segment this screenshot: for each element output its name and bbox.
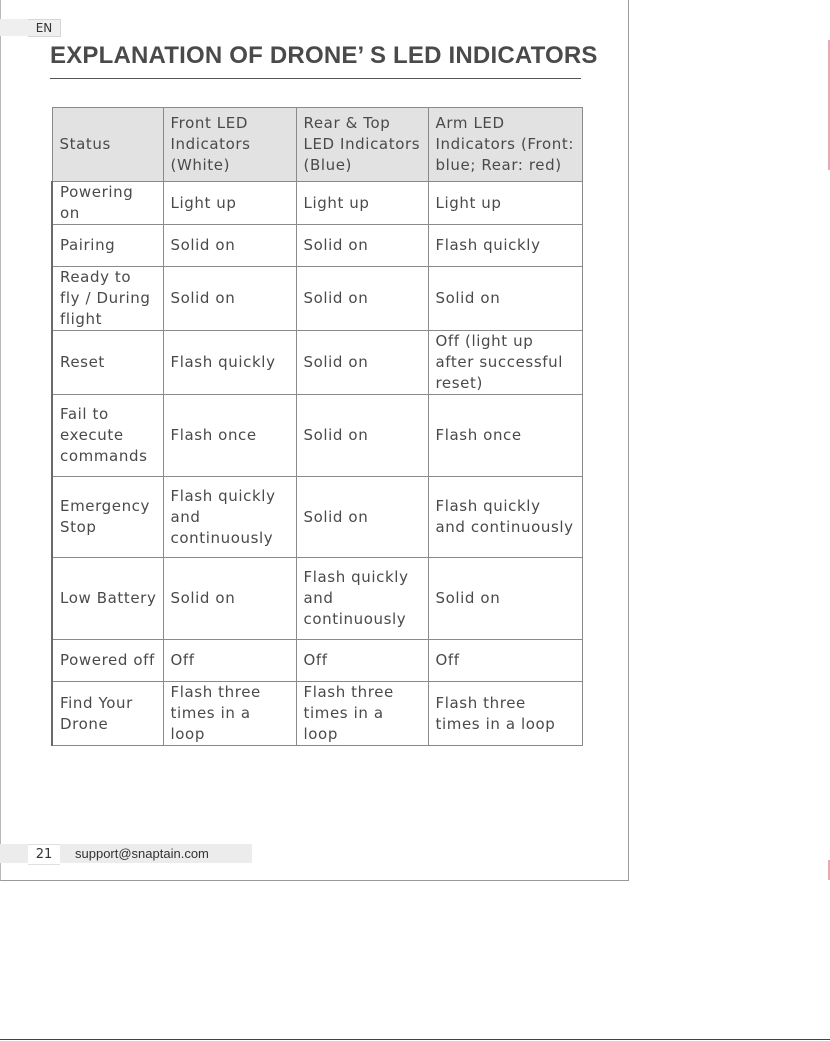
header-rear-top-led: Rear & Top LED Indicators (Blue) [296,108,428,182]
language-tab-bar [0,19,28,36]
table-row [52,331,582,395]
rear-top-led-cell: Solid on [296,267,428,331]
table-row [52,182,582,225]
support-email: support@snaptain.com [75,846,209,861]
table-row [52,267,582,331]
front-led-cell: Flash quickly and continuously [163,477,296,558]
arm-led-cell: Flash three times in a loop [428,682,582,746]
table-row [52,558,582,640]
arm-led-cell: Solid on [428,558,582,640]
status-cell: Pairing [52,225,163,267]
table-row [52,225,582,267]
front-led-cell: Light up [163,182,296,225]
rear-top-led-cell: Light up [296,182,428,225]
table-row [52,395,582,477]
front-led-cell: Off [163,640,296,682]
header-front-led: Front LED Indicators (White) [163,108,296,182]
front-led-cell: Solid on [163,558,296,640]
rear-top-led-cell: Solid on [296,477,428,558]
front-led-cell: Flash once [163,395,296,477]
front-led-cell: Solid on [163,267,296,331]
arm-led-cell: Flash quickly and continuously [428,477,582,558]
front-led-cell: Solid on [163,225,296,267]
arm-led-cell: Flash once [428,395,582,477]
rear-top-led-cell: Off [296,640,428,682]
arm-led-cell: Flash quickly [428,225,582,267]
title-underline [50,78,581,79]
status-cell: Powering on [52,182,163,225]
bottom-rule [0,1039,830,1040]
page-title: EXPLANATION OF DRONE’ S LED INDICATORS [50,42,598,69]
status-cell: Ready to fly / During flight [52,267,163,331]
front-led-cell: Flash quickly [163,331,296,395]
page-number: 21 [28,844,60,865]
header-status: Status [52,108,163,182]
rear-top-led-cell: Flash quickly and continuously [296,558,428,640]
front-led-cell: Flash three times in a loop [163,682,296,746]
rear-top-led-cell: Solid on [296,331,428,395]
status-cell: Fail to execute commands [52,395,163,477]
rear-top-led-cell: Solid on [296,225,428,267]
status-cell: Reset [52,331,163,395]
arm-led-cell: Off [428,640,582,682]
status-cell: Find Your Drone [52,682,163,746]
table-row [52,477,582,558]
status-cell: Emergency Stop [52,477,163,558]
table-row [52,682,582,746]
table-row [52,640,582,682]
rear-top-led-cell: Solid on [296,395,428,477]
table-header-row [52,108,582,182]
status-cell: Powered off [52,640,163,682]
arm-led-cell: Off (light up after successful reset) [428,331,582,395]
rear-top-led-cell: Flash three times in a loop [296,682,428,746]
led-indicator-table [51,107,583,746]
language-badge: EN [28,19,61,37]
arm-led-cell: Light up [428,182,582,225]
header-arm-led: Arm LED Indicators (Front: blue; Rear: red) [428,108,582,182]
status-cell: Low Battery [52,558,163,640]
arm-led-cell: Solid on [428,267,582,331]
